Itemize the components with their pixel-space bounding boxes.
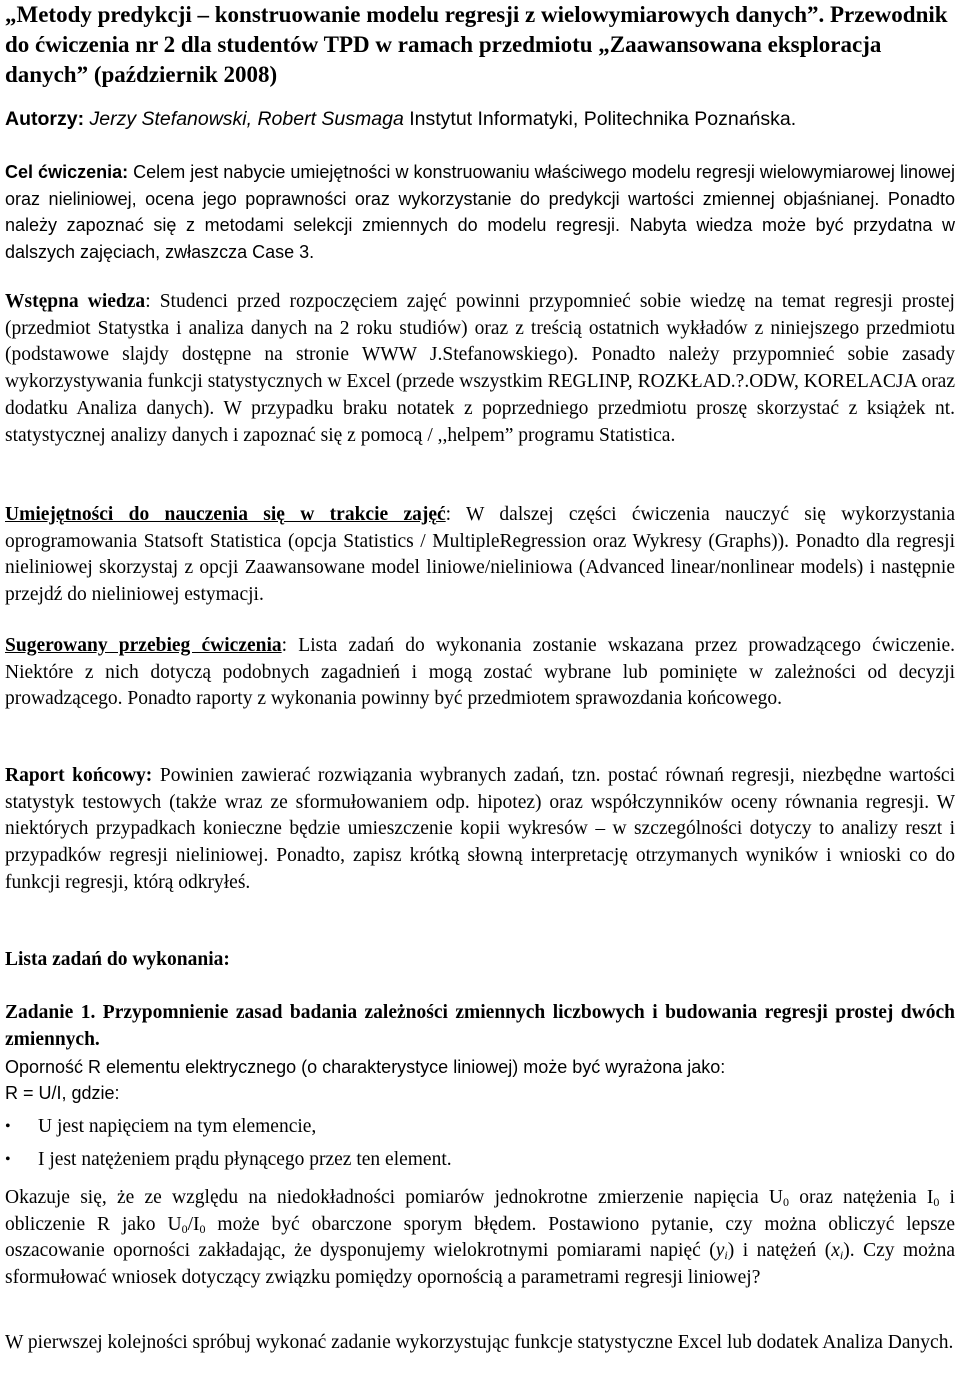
section-raport bbox=[5, 763, 955, 897]
bullet-text: I jest natężeniem prądu płynącego przez ten element. bbox=[38, 1149, 452, 1170]
wstepna-text: : Studenci przed rozpoczęciem zajęć powinni przypomnieć sobie wiedzę na temat regresji prostej (przedmiot Statystka i analiza danych na 2 roku studiów) oraz z treścią ostatnich wykładów z niniejszego przedmiotu (podstawowe slajdy dostępne na stronie WWW J.Stefanowskiego). Ponadto należy przypomnieć sobie zasady wykorzystywania funkcji statystycznych w Excel (przede wszystkim REGLINP, ROZKŁAD.?.ODW, KORELACJA oraz dodatku Analiza danych). W przypadku braku notatek z poprzedniego przedmiotu proszę skorzystać z książek nt. statystycznej analizy danych i zapoznać się z pomocą / ,,helpem” programu Statistica. bbox=[5, 291, 955, 446]
umiejetnosci-text: : W dalszej części ćwiczenia nauczyć się wykorzystania oprogramowania Statsoft Statistica (opcja Statistics / MultipleRegression oraz Wykresy (Graphs)). Ponadto dla regresji nieliniowej skorzystaj z opcji Zaawansowane model liniowe/nieliniowa (Advanced linear/nonlinear models) i następnie przejdź do nieliniowej estymacji. bbox=[5, 504, 955, 606]
document-title bbox=[5, 0, 955, 90]
lista-label: Lista zadań do wykonania: bbox=[5, 949, 230, 970]
subscript-i: i bbox=[839, 1248, 844, 1263]
institution: Instytut Informatyki, Politechnika Poznańska. bbox=[409, 108, 797, 130]
variable-x: x bbox=[831, 1240, 840, 1262]
zadanie1-formula bbox=[5, 1080, 955, 1107]
p1-text-b: oraz natężenia I bbox=[788, 1187, 934, 1208]
p1-text-e: może być obarczone sporym błędem. Postawiono pytanie, czy można obliczyć lepsze oszacowanie oporności zakładając, że dysponujemy wielokrotnymi pomiarami napięć ( bbox=[5, 1213, 955, 1262]
authors-line bbox=[5, 104, 955, 134]
zadanie1-paragraph-2 bbox=[5, 1330, 955, 1357]
zadanie1-intro bbox=[5, 1054, 955, 1081]
subscript: 0 bbox=[933, 1195, 940, 1209]
formula-text: R = U/I, gdzie: bbox=[5, 1083, 120, 1103]
wstepna-label: Wstępna wiedza bbox=[5, 291, 146, 312]
section-umiejetnosci bbox=[5, 502, 955, 609]
zadanie1-paragraph-1 bbox=[5, 1185, 955, 1292]
bullet-icon: • bbox=[5, 1151, 11, 1168]
section-sugerowany bbox=[5, 633, 955, 713]
p1-text-a: Okazuje się, że ze względu na niedokładności pomiarów jednokrotne zmierzenie napięcia U bbox=[5, 1187, 783, 1208]
section-lista bbox=[5, 947, 955, 974]
cel-label: Cel ćwiczenia: bbox=[5, 162, 129, 182]
subscript: 0 bbox=[181, 1221, 188, 1236]
umiejetnosci-label: Umiejętności do nauczenia się w trakcie zajęć bbox=[5, 504, 446, 525]
raport-text: Powinien zawierać rozwiązania wybranych zadań, tzn. postać równań regresji, niezbędne wartości statystyk testowych (także wraz ze sformułowaniem odp. hipotez) oraz współczynników oceny równania regresji. W niektórych przypadkach konieczne będzie umieszczenie kopii wykresów – w szczególności dotyczy to analizy reszt i przypadków regresji nieliniowej. Ponadto, zapisz krótką słowną interpretację otrzymanych wyników i wnioski co do funkcji regresji, którą odkryłeś. bbox=[5, 765, 955, 893]
raport-label: Raport końcowy: bbox=[5, 765, 153, 786]
zadanie1-label: Zadanie 1. bbox=[5, 1002, 96, 1023]
authors-names: Jerzy Stefanowski, Robert Susmaga bbox=[89, 108, 404, 130]
bullet-text: U jest napięciem na tym elemencie, bbox=[38, 1116, 317, 1137]
subscript: 0 bbox=[199, 1221, 206, 1236]
bullet-icon: • bbox=[5, 1118, 11, 1135]
title-subtitle: Przewodnik do ćwiczenia nr 2 dla studentów TPD w ramach przedmiotu „Zaawansowana eksploracja danych” (październik 2008) bbox=[5, 2, 948, 87]
p1-text-d: /I bbox=[187, 1213, 200, 1235]
p1-text-g: ). Czy można sformułować wniosek dotyczący związku pomiędzy opornością a parametrami regresji liniowej? bbox=[5, 1240, 955, 1289]
sugerowany-text: : Lista zadań do wykonania zostanie wskazana przez prowadzącego ćwiczenie. Niektóre z nich dotyczą podobnych zagadnień i mogą zostać wybrane lub pominięte w zależności od decyzji prowadzącego. Ponadto raporty z wykonania powinny być przedmiotem sprawozdania końcowego. bbox=[5, 635, 955, 710]
zadanie1-title: Przypomnienie zasad badania zależności zmiennych liczbowych i budowania regresji prostej dwóch zmiennych. bbox=[5, 1002, 955, 1050]
variable-y: y bbox=[715, 1240, 725, 1262]
p2-text: W pierwszej kolejności spróbuj wykonać zadanie wykorzystując funkcje statystyczne Excel lub dodatek Analiza Danych. bbox=[5, 1332, 954, 1353]
section-cel bbox=[5, 159, 955, 266]
sugerowany-label: Sugerowany przebieg ćwiczenia bbox=[5, 635, 282, 656]
title-main: „Metody predykcji – konstruowanie modelu regresji z wielowymiarowych danych”. bbox=[5, 2, 825, 27]
section-wstepna bbox=[5, 289, 955, 449]
p1-text-c: i obliczenie R jako U bbox=[5, 1187, 955, 1235]
zadanie1-intro-text: Oporność R elementu elektrycznego (o charakterystyce liniowej) może być wyrażona jako: bbox=[5, 1057, 726, 1077]
cel-text: Celem jest nabycie umiejętności w konstruowaniu właściwego modelu regresji wielowymiarowej linowej oraz nieliniowej, ocena jego poprawności oraz wykorzystanie do predykcji wartości zmiennej objaśnianej. bbox=[5, 162, 956, 209]
cel-text-2: Ponadto należy zapoznać się z metodami selekcji zmiennych do modelu regresji. Nabyta wiedza może być przydatna w dalszych zajęciach, zwłaszcza Case 3. bbox=[5, 188, 955, 263]
subscript: 0 bbox=[782, 1195, 789, 1209]
zadanie1-heading bbox=[5, 1000, 955, 1053]
subscript-i: i bbox=[724, 1248, 728, 1263]
p1-text-f: ) i natężeń ( bbox=[727, 1240, 832, 1262]
authors-label: Autorzy: bbox=[5, 108, 85, 130]
